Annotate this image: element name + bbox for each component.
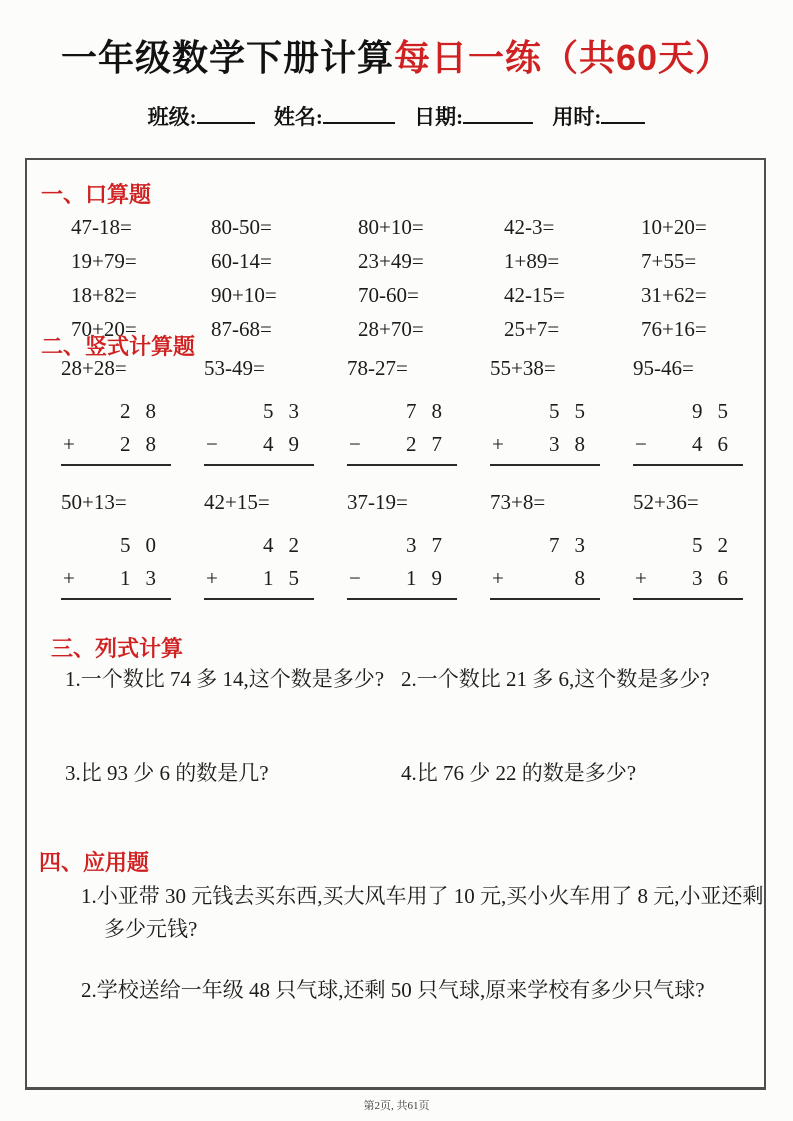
vertical-problem xyxy=(61,490,204,600)
vertical-top-operand: 53 xyxy=(263,399,314,423)
vertical-problem xyxy=(61,356,204,466)
oral-problem: 87-68= xyxy=(211,317,272,341)
oral-problem: 80+10= xyxy=(358,215,424,239)
expression-problem: 3.比 93 少 6 的数是几? xyxy=(65,761,269,785)
field-date xyxy=(414,105,533,129)
oral-problem: 47-18= xyxy=(71,215,132,239)
vertical-top-operand: 37 xyxy=(406,533,457,557)
section-heading-vertical: 二、竖式计算题 xyxy=(41,334,196,359)
oral-problem: 42-15= xyxy=(504,283,565,307)
field-class xyxy=(148,105,255,129)
vertical-work-area xyxy=(61,530,171,600)
vertical-top-operand: 50 xyxy=(120,533,171,557)
oral-problem: 25+7= xyxy=(504,317,560,341)
vertical-equation: 95-46= xyxy=(633,356,694,380)
operator-sign: + xyxy=(492,432,504,456)
vertical-problem xyxy=(204,356,347,466)
vertical-bottom-row xyxy=(633,563,743,600)
expression-problems-row-1 xyxy=(65,663,710,693)
vertical-bottom-row xyxy=(347,563,457,600)
vertical-bottom-operand: 27 xyxy=(406,432,457,456)
vertical-top-operand: 55 xyxy=(549,399,600,423)
vertical-row-1 xyxy=(61,356,776,466)
student-info-row xyxy=(0,101,793,131)
vertical-equation: 73+8= xyxy=(490,490,546,514)
oral-problem: 23+49= xyxy=(358,249,424,273)
page-title xyxy=(0,30,793,81)
operator-sign: − xyxy=(635,432,647,456)
vertical-bottom-row xyxy=(204,429,314,466)
vertical-work-area xyxy=(204,530,314,600)
vertical-work-area xyxy=(490,396,600,466)
vertical-top-operand: 95 xyxy=(692,399,743,423)
oral-problem: 19+79= xyxy=(71,249,137,273)
vertical-top-operand: 52 xyxy=(692,533,743,557)
title-red-part: 每日一练（共60天） xyxy=(393,37,733,78)
field-date-label: 日期: xyxy=(414,105,464,129)
vertical-bottom-row xyxy=(61,563,171,600)
vertical-bottom-operand: 28 xyxy=(120,432,171,456)
expression-problems-row-2 xyxy=(65,757,636,787)
vertical-problem xyxy=(490,356,633,466)
field-class-blank xyxy=(197,107,255,124)
vertical-problem xyxy=(490,490,633,600)
vertical-work-area xyxy=(490,530,600,600)
vertical-equation: 28+28= xyxy=(61,356,127,380)
field-time-blank xyxy=(601,107,645,124)
vertical-problem xyxy=(347,356,490,466)
vertical-bottom-operand: 13 xyxy=(120,566,171,590)
word-problem: 1.小亚带 30 元钱去买东西,买大风车用了 10 元,买小火车用了 8 元,小亚还剩多少元钱? xyxy=(81,884,764,941)
field-name-label: 姓名: xyxy=(273,105,323,129)
field-name xyxy=(274,105,395,129)
vertical-equation: 53-49= xyxy=(204,356,265,380)
vertical-equation: 55+38= xyxy=(490,356,556,380)
operator-sign: − xyxy=(206,432,218,456)
vertical-equation: 78-27= xyxy=(347,356,408,380)
vertical-work-area xyxy=(633,396,743,466)
vertical-bottom-row xyxy=(633,429,743,466)
oral-problem: 90+10= xyxy=(211,283,277,307)
vertical-work-area xyxy=(347,530,457,600)
expression-problem: 4.比 76 少 22 的数是多少? xyxy=(401,761,637,785)
section-heading-expressions: 三、列式计算 xyxy=(51,636,184,661)
vertical-problem xyxy=(347,490,490,600)
field-time xyxy=(552,105,645,129)
vertical-bottom-operand: 46 xyxy=(692,432,743,456)
page-footer: 第2页, 共61页 xyxy=(363,1100,430,1112)
vertical-problem xyxy=(633,490,776,600)
vertical-top-operand: 42 xyxy=(263,533,314,557)
oral-problem: 28+70= xyxy=(358,317,424,341)
vertical-bottom-operand: 15 xyxy=(263,566,314,590)
operator-sign: + xyxy=(635,566,647,590)
vertical-work-area xyxy=(347,396,457,466)
vertical-row-2 xyxy=(61,490,776,600)
expression-problem: 1.一个数比 74 多 14,这个数是多少? xyxy=(65,667,385,691)
oral-problem: 10+20= xyxy=(641,215,707,239)
operator-sign: − xyxy=(349,432,361,456)
worksheet-border-box xyxy=(25,158,766,1090)
operator-sign: + xyxy=(63,432,75,456)
operator-sign: + xyxy=(63,566,75,590)
oral-problem: 80-50= xyxy=(211,215,272,239)
vertical-equation: 50+13= xyxy=(61,490,127,514)
vertical-bottom-row xyxy=(490,563,600,600)
oral-problem: 60-14= xyxy=(211,249,272,273)
oral-problem: 76+16= xyxy=(641,317,707,341)
expression-problem: 2.一个数比 21 多 6,这个数是多少? xyxy=(401,667,710,691)
vertical-bottom-row xyxy=(347,429,457,466)
oral-problem: 70+20= xyxy=(71,317,137,341)
word-problem: 2.学校送给一年级 48 只气球,还剩 50 只气球,原来学校有多少只气球? xyxy=(81,978,705,1002)
operator-sign: + xyxy=(492,566,504,590)
vertical-work-area xyxy=(633,530,743,600)
vertical-work-area xyxy=(204,396,314,466)
vertical-problem xyxy=(204,490,347,600)
section-heading-word-problems: 四、应用题 xyxy=(39,850,150,875)
oral-problem: 31+62= xyxy=(641,283,707,307)
vertical-bottom-operand: 38 xyxy=(549,432,600,456)
vertical-top-operand: 28 xyxy=(120,399,171,423)
section-heading-oral: 一、口算题 xyxy=(41,182,152,207)
operator-sign: − xyxy=(349,566,361,590)
title-black-part: 一年级数学下册计算 xyxy=(60,37,394,78)
field-class-label: 班级: xyxy=(147,105,197,129)
oral-problem: 1+89= xyxy=(504,249,560,273)
vertical-bottom-operand: 36 xyxy=(692,566,743,590)
oral-problem: 7+55= xyxy=(641,249,697,273)
vertical-top-operand: 73 xyxy=(549,533,600,557)
field-name-blank xyxy=(323,107,395,124)
vertical-equation: 52+36= xyxy=(633,490,699,514)
oral-problems-grid xyxy=(71,210,761,346)
oral-problem: 18+82= xyxy=(71,283,137,307)
vertical-bottom-row xyxy=(490,429,600,466)
vertical-bottom-row xyxy=(61,429,171,466)
field-date-blank xyxy=(463,107,533,124)
vertical-problem xyxy=(633,356,776,466)
vertical-top-operand: 78 xyxy=(406,399,457,423)
vertical-equation: 37-19= xyxy=(347,490,408,514)
field-time-label: 用时: xyxy=(552,105,602,129)
operator-sign: + xyxy=(206,566,218,590)
vertical-equation: 42+15= xyxy=(204,490,270,514)
oral-problem: 70-60= xyxy=(358,283,419,307)
vertical-bottom-operand: 8 xyxy=(574,566,600,590)
vertical-work-area xyxy=(61,396,171,466)
oral-problem: 42-3= xyxy=(504,215,555,239)
vertical-bottom-operand: 49 xyxy=(263,432,314,456)
vertical-bottom-operand: 19 xyxy=(406,566,457,590)
vertical-bottom-row xyxy=(204,563,314,600)
